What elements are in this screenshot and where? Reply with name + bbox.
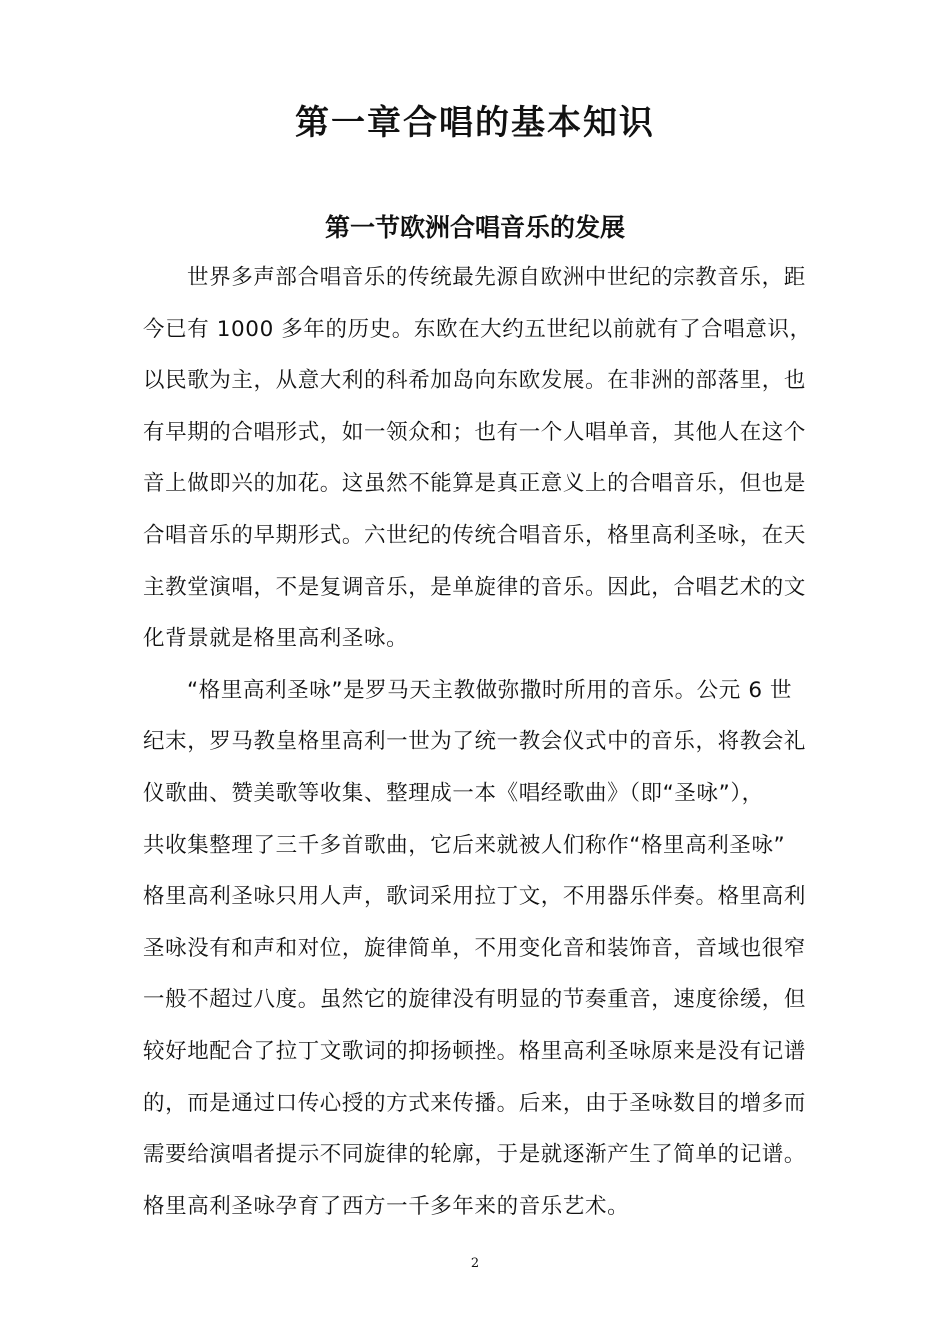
text-line: 格里高利圣咏只用人声，歌词采用拉丁文，不用器乐伴奏。格里高利 [143, 884, 807, 910]
text-line: 主教堂演唱，不是复调音乐，是单旋律的音乐。因此，合唱艺术的文 [143, 574, 807, 600]
text-line: 仪歌曲、赞美歌等收集、整理成一本《唱经歌曲》（即“圣咏”）， [143, 780, 764, 806]
text-line: 圣咏没有和声和对位，旋律简单，不用变化音和装饰音，音域也很窄 [143, 935, 807, 961]
text-line: 化背景就是格里高利圣咏。 [143, 626, 409, 652]
text-line: 一般不超过八度。虽然它的旋律没有明显的节奏重音，速度徐缓，但 [143, 987, 807, 1013]
text-line: 纪末，罗马教皇格里高利一世为了统一教会仪式中的音乐，将教会礼 [143, 729, 807, 755]
text-line: 以民歌为主，从意大利的科希加岛向东欧发展。在非洲的部落里，也 [143, 368, 807, 394]
text-line: 有早期的合唱形式，如一领众和；也有一个人唱单音，其他人在这个 [143, 419, 807, 445]
text-line: 今已有 1000 多年的历史。东欧在大约五世纪以前就有了合唱意识， [143, 316, 812, 342]
text-line: 共收集整理了三千多首歌曲，它后来就被人们称作“格里高利圣咏” [143, 832, 786, 858]
paragraph-2 [143, 665, 823, 1233]
text-line: 需要给演唱者提示不同旋律的轮廓，于是就逐渐产生了简单的记谱。 [143, 1142, 807, 1168]
page-number: 2 [470, 1256, 480, 1271]
text-line: “格里高利圣咏”是罗马天主教做弥撒时所用的音乐。公元 6 世 [187, 677, 793, 703]
section-title: 第一节欧洲合唱音乐的发展 [324, 213, 625, 242]
text-line: 世界多声部合唱音乐的传统最先源自欧洲中世纪的宗教音乐，距 [187, 265, 806, 290]
chapter-title: 第一章合唱的基本知识 [295, 103, 655, 143]
paragraph-1 [143, 252, 823, 665]
text-line: 格里高利圣咏孕育了西方一千多年来的音乐艺术。 [143, 1193, 630, 1219]
text-line: 合唱音乐的早期形式。六世纪的传统合唱音乐，格里高利圣咏，在天 [143, 522, 807, 548]
text-line: 较好地配合了拉丁文歌词的抑扬顿挫。格里高利圣咏原来是没有记谱 [143, 1038, 807, 1064]
text-line: 音上做即兴的加花。这虽然不能算是真正意义上的合唱音乐，但也是 [143, 471, 807, 497]
body-text [143, 252, 823, 1232]
text-line: 的，而是通过口传心授的方式来传播。后来，由于圣咏数目的增多而 [143, 1090, 807, 1116]
